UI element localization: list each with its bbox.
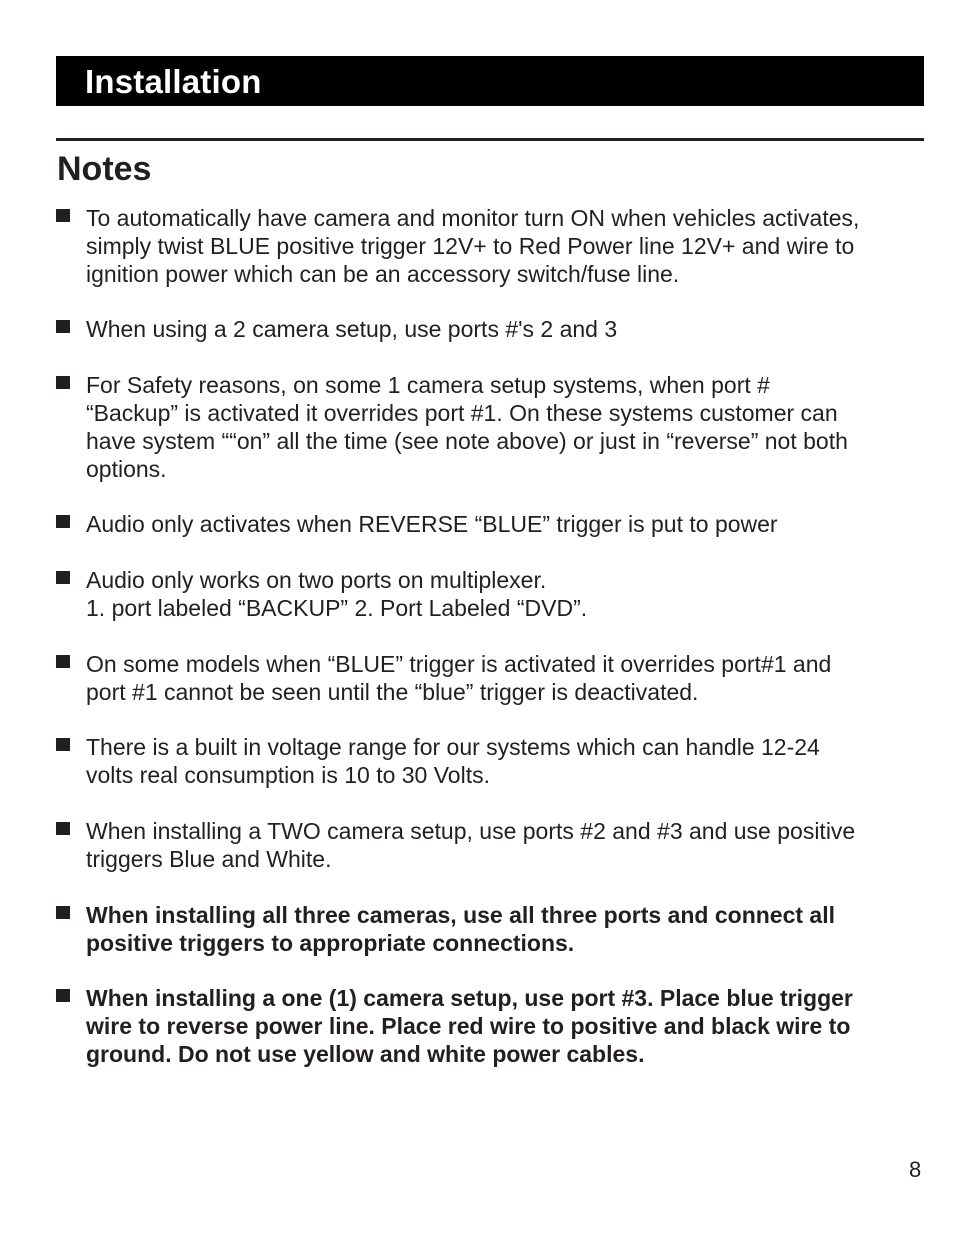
note-text: Audio only activates when REVERSE “BLUE” trigger is put to power bbox=[86, 511, 778, 537]
section-header-bar bbox=[56, 56, 924, 106]
square-bullet-icon bbox=[56, 655, 70, 668]
note-text: To automatically have camera and monitor turn ON when vehicles activates, simply twist BLUE positive trigger 12V+ to Red Power line 12V+ and wire to ignition power which can be an accessory switch/fuse line. bbox=[86, 205, 860, 287]
note-text: When installing all three cameras, use all three ports and connect all positive triggers to appropriate connections. bbox=[86, 902, 835, 956]
square-bullet-icon bbox=[56, 989, 70, 1002]
square-bullet-icon bbox=[56, 515, 70, 528]
square-bullet-icon bbox=[56, 209, 70, 222]
notes-heading: Notes bbox=[57, 150, 152, 188]
section-header-title: Installation bbox=[85, 63, 262, 100]
note-text: When installing a one (1) camera setup, use port #3. Place blue trigger wire to reverse power line. Place red wire to positive and black wire to ground. Do not use yellow and white power cables. bbox=[86, 985, 853, 1067]
square-bullet-icon bbox=[56, 822, 70, 835]
note-text: Audio only works on two ports on multiplexer. 1. port labeled “BACKUP” 2. Port Labeled “DVD”. bbox=[86, 567, 588, 621]
note-text: When using a 2 camera setup, use ports #'s 2 and 3 bbox=[86, 316, 618, 342]
square-bullet-icon bbox=[56, 738, 70, 751]
note-text: When installing a TWO camera setup, use ports #2 and #3 and use positive triggers Blue and White. bbox=[86, 818, 856, 872]
note-text: There is a built in voltage range for our systems which can handle 12-24 volts real consumption is 10 to 30 Volts. bbox=[86, 734, 820, 788]
square-bullet-icon bbox=[56, 906, 70, 919]
square-bullet-icon bbox=[56, 571, 70, 584]
horizontal-rule bbox=[56, 138, 924, 141]
square-bullet-icon bbox=[56, 376, 70, 389]
note-text: On some models when “BLUE” trigger is activated it overrides port#1 and port #1 cannot be seen until the “blue” trigger is deactivated. bbox=[86, 651, 832, 705]
square-bullet-icon bbox=[56, 320, 70, 333]
page-number: 8 bbox=[909, 1157, 922, 1182]
note-text: For Safety reasons, on some 1 camera setup systems, when port # “Backup” is activated it overrides port #1. On these systems customer can have system ““on” all the time (see note above) or just in “reverse” not both options. bbox=[86, 372, 848, 482]
